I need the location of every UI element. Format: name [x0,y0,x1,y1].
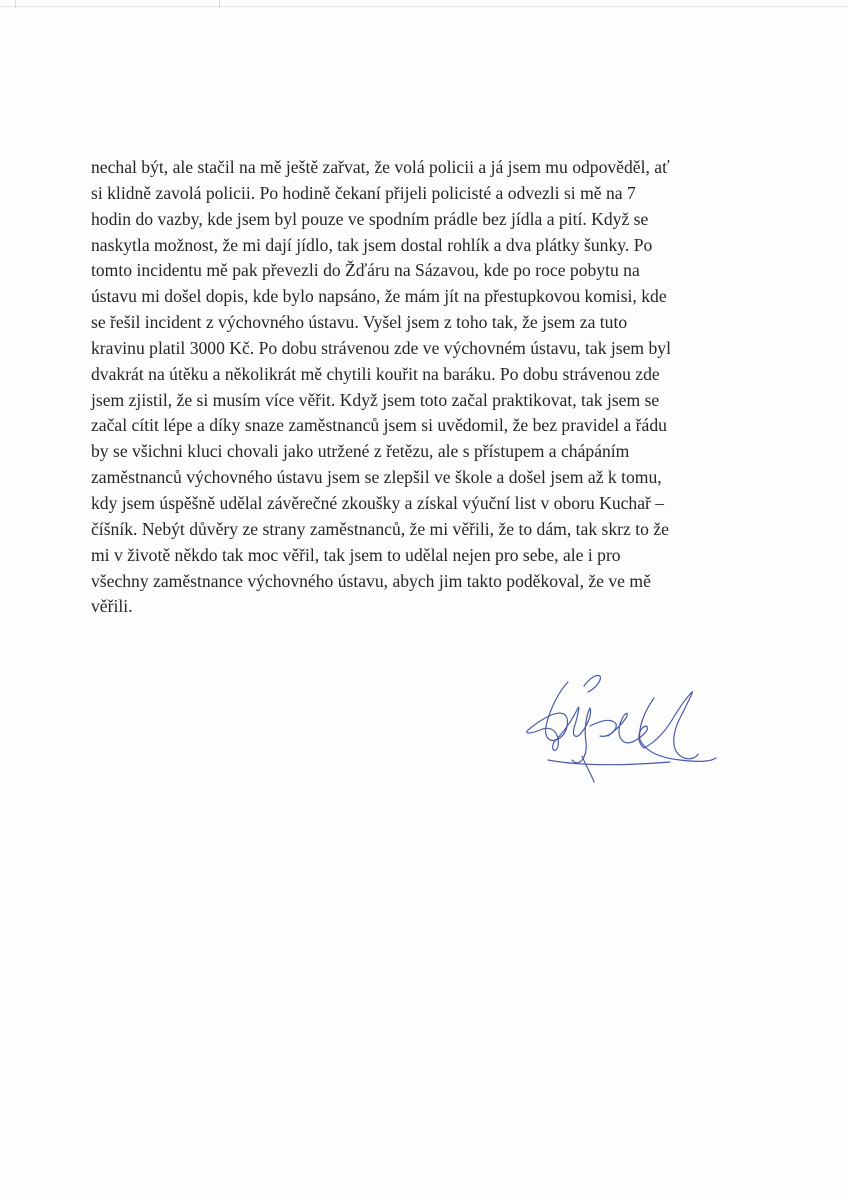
signature-stroke [554,707,591,763]
scan-edge-mark [15,0,16,8]
letter-line: kdy jsem úspěšně udělal závěrečné zkoušky a získal výuční list v oboru Kuchař – [91,492,665,513]
letter-line: si klidně zavolá policii. Po hodině čekaní přijeli policisté a odvezli si mě na 7 [91,182,636,203]
letter-line: začal cítit lépe a díky snaze zaměstnanců jsem si uvědomil, že bez pravidel a řádu [91,415,667,436]
letter-line: hodin do vazby, kde jsem byl pouze ve spodním prádle bez jídla a pití. Když se [91,208,649,229]
letter-line: zaměstnanců výchovného ústavu jsem se zlepšil ve škole a došel jsem až k tomu, [91,467,662,488]
letter-line: by se všichni kluci chovali jako utržené z řetězu, ale s přístupem a chápáním [91,441,630,462]
signature-stroke [582,720,616,782]
letter-line: tomto incidentu mě pak převezli do Žďáru na Sázavou, kde po roce pobytu na [91,260,640,281]
letter-line: se řešil incident z výchovného ústavu. Vyšel jsem z toho tak, že jsem za tuto [91,312,628,333]
letter-line: jsem zjistil, že si musím více věřit. Když jsem toto začal praktikovat, tak jsem se [91,389,660,410]
letter-body [91,155,761,620]
letter-line: ústavu mi došel dopis, kde bylo napsáno, že mám jít na přestupkovou komisi, kde [91,286,667,307]
letter-line: nechal být, ale stačil na mě ještě zařvat, že volá policii a já jsem mu odpověděl, ať [91,157,670,177]
letter-line: kravinu platil 3000 Kč. Po dobu strávenou zde ve výchovném ústavu, tak jsem byl [91,337,671,358]
handwritten-signature [520,668,720,796]
letter-line: mi v životě někdo tak moc věřil, tak jsem to udělal nejen pro sebe, ale i pro [91,544,621,565]
scan-top-edge [0,0,848,7]
letter-line: číšník. Nebýt důvěry ze strany zaměstnanců, že mi věřili, že to dám, tak skrz to že [91,518,669,539]
signature-stroke [527,682,568,750]
letter-line: dvakrát na útěku a několikrát mě chytili kouřit na baráku. Po dobu strávenou zde [91,363,660,384]
signature-stroke [640,698,716,761]
letter-line: věřili. [91,596,133,617]
letter-line: naskytla možnost, že mi dají jídlo, tak jsem dostal rohlík a dva plátky šunky. Po [91,234,653,255]
scan-edge-mark [219,0,220,8]
letter-line: všechny zaměstnance výchovného ústavu, abych jim takto poděkoval, že ve mě [91,570,651,591]
